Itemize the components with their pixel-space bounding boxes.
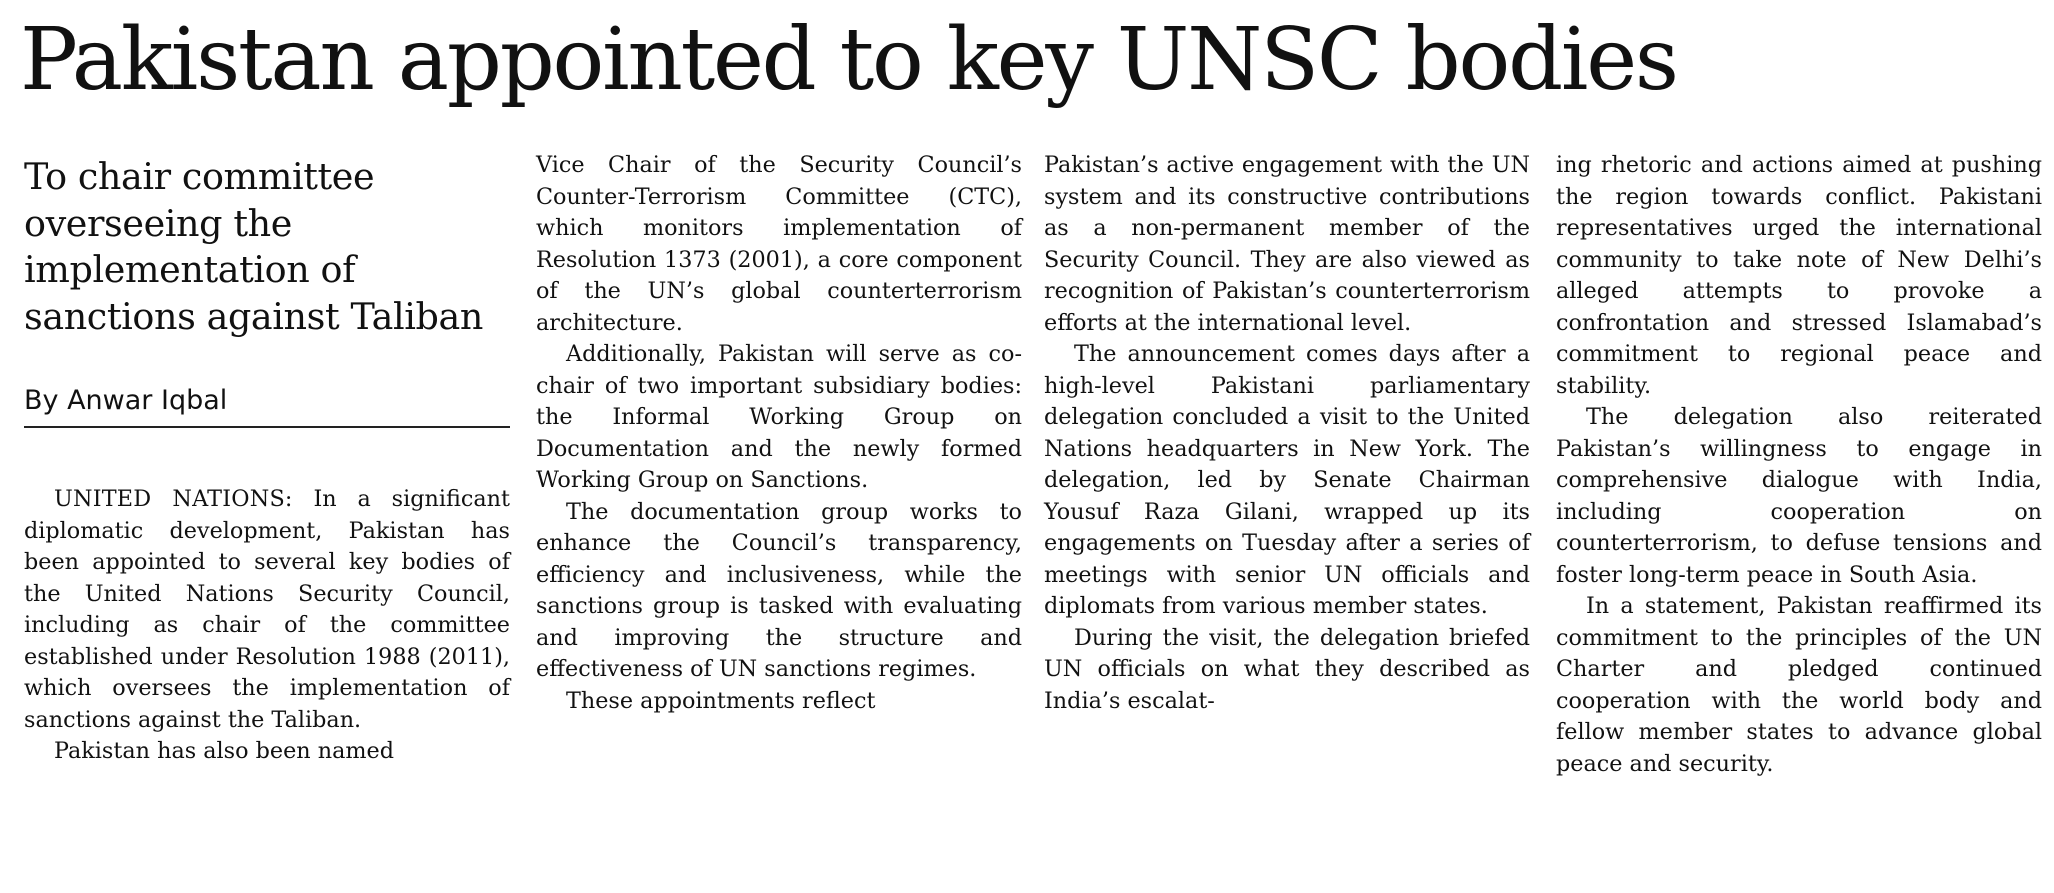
article-column-2 (536, 150, 1022, 717)
article-column-3 (1044, 150, 1530, 717)
article-paragraph: Additionally, Pakistan will serve as co-chair of two important subsidiary bodies: the Informal Working Group on Documentation and the newly formed Working Group on Sanctions. (536, 341, 1022, 493)
article-paragraph: The announcement comes days after a high-level Pakistani parliamentary delegation concluded a visit to the United Nations headquarters in New York. The delegation, led by Senate Chairman Yousuf Raza Gilani, wrapped up its engagements on Tuesday after a series of meetings with senior UN officials and diplomats from various member states. (1044, 341, 1530, 619)
article-paragraph: The delegation also reiterated Pakistan’s willingness to engage in comprehensive dialogue with India, including cooperation on counterterrorism, to defuse tensions and foster long-term peace in South Asia. (1556, 404, 2042, 588)
article-paragraph: During the visit, the delegation briefed UN officials on what they described as India’s escalat- (1044, 624, 1530, 714)
article-paragraph: These appointments reflect (566, 687, 876, 714)
article-paragraph: In a statement, Pakistan reaffirmed its commitment to the principles of the UN Charter and pledged continued cooperation with the world body and fellow member states to advance global peace and security. (1556, 593, 2042, 777)
article-paragraph: Pakistan’s active engagement with the UN system and its constructive contributions as a non-permanent member of the Security Council. They are also viewed as recognition of Pakistan’s counterterrorism efforts at the international level. (1044, 152, 1530, 336)
paragraph-text: In a significant diplomatic development, Pakistan has been appointed to several key bodies of the United Nations Security Council, including as chair of the committee established under Resolution 1988 (2011), which oversees the implementation of sanctions against the Taliban. (24, 486, 510, 733)
article-paragraph: The documentation group works to enhance the Council’s transparency, efficiency and inclusiveness, while the sanctions group is tasked with evaluating and improving the structure and effectiveness of UN sanctions regimes. (536, 498, 1022, 682)
byline: By Anwar Iqbal (24, 382, 510, 428)
deck-subheadline: To chair committee overseeing the implementation of sanctions against Taliban (24, 155, 483, 338)
article-paragraph: ing rhetoric and actions aimed at pushing the region towards conflict. Pakistani representatives urged the international community to take note of New Delhi’s alleged attempts to provoke a confrontation and stressed Islamabad’s commitment to regional peace and stability. (1556, 152, 2042, 399)
article-column-1 (24, 150, 510, 768)
dateline: UNITED NATIONS: (54, 486, 293, 512)
article-column-4 (1556, 150, 2042, 780)
headline: Pakistan appointed to key UNSC bodies (20, 10, 1677, 110)
article-paragraph: Pakistan has also been named (54, 738, 395, 764)
article-paragraph (24, 484, 510, 736)
article-paragraph: Vice Chair of the Security Council’s Counter-Terrorism Committee (CTC), which monitors implementation of Resolution 1373 (2001), a core component of the UN’s global counterterrorism architecture. (536, 152, 1022, 336)
